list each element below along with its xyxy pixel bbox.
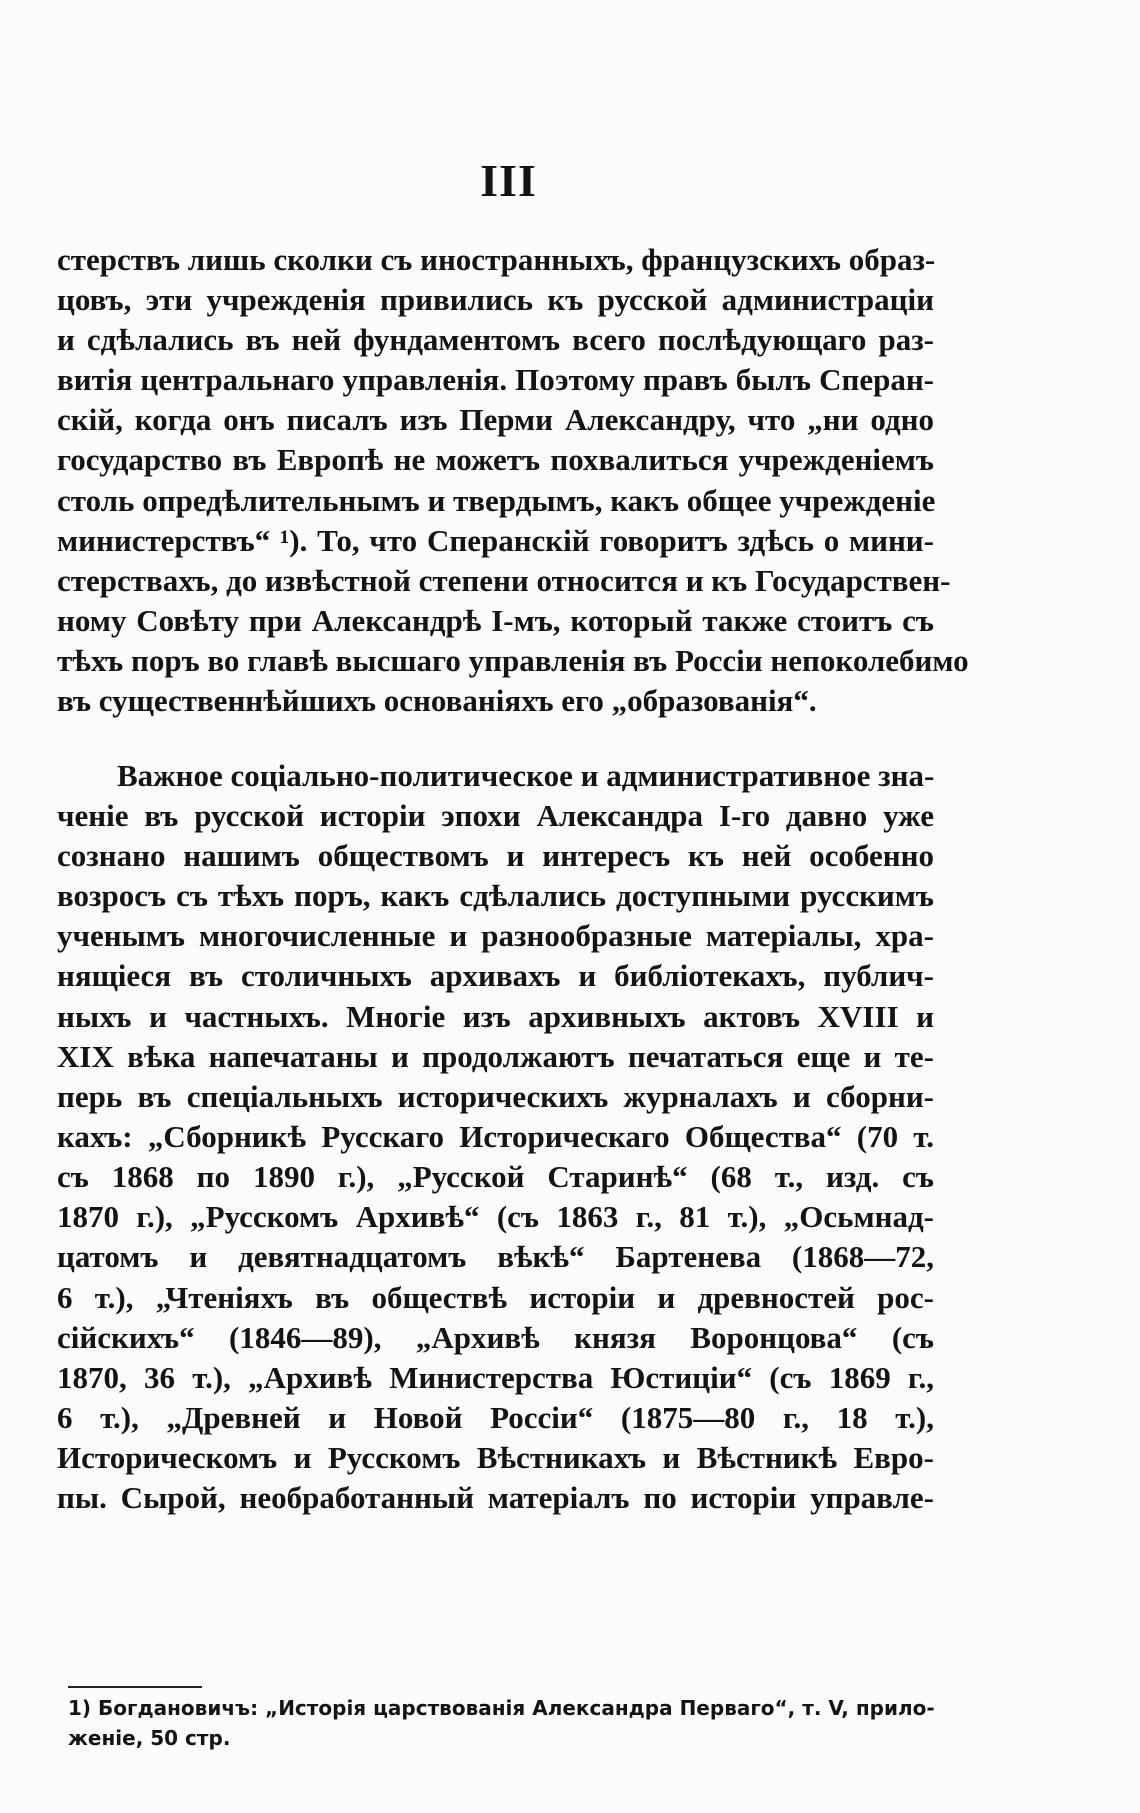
- footnote-line: 1) Богдановичъ: „Исторія царствованія Александра Перваго“, т. V, прило-: [68, 1696, 935, 1720]
- footnote-line: женіе, 50 стр.: [68, 1726, 231, 1750]
- footnote-divider: [68, 1686, 202, 1688]
- text-line: стерствъ лишь сколки съ иностранныхъ, французскихъ образ-: [57, 242, 936, 277]
- text-line: столь опредѣлительнымъ и твердымъ, какъ общее учрежденіе: [57, 483, 936, 518]
- text-line: кахъ: „Сборникѣ Русскаго Историческаго Общества“ (70 т.: [57, 1119, 934, 1154]
- text-line: перь въ спеціальныхъ историческихъ журналахъ и сборни-: [57, 1079, 934, 1114]
- text-line: витія центральнаго управленія. Поэтому правъ былъ Сперан-: [57, 362, 934, 397]
- text-line: стерствахъ, до извѣстной степени относится и къ Государствен-: [57, 563, 951, 598]
- text-line: цатомъ и девятнадцатомъ вѣкѣ“ Бартенева (1868—72,: [57, 1239, 934, 1274]
- text-line: въ существеннѣйшихъ основаніяхъ его „образованія“.: [57, 683, 817, 718]
- text-line-indent: Важное соціально-политическое и административное зна-: [117, 758, 935, 793]
- text-line: тѣхъ поръ во главѣ высшаго управленія въ Россіи непоколебимо: [57, 643, 969, 678]
- text-line: съ 1868 по 1890 г.), „Русской Старинѣ“ (68 т., изд. съ: [57, 1159, 934, 1194]
- text-line: ученымъ многочисленные и разнообразные матеріалы, хра-: [57, 918, 934, 953]
- text-line: скій, когда онъ писалъ изъ Перми Александру, что „ни одно: [57, 402, 934, 437]
- text-line: ченіе въ русской исторіи эпохи Александра I-го давно уже: [57, 798, 934, 833]
- text-line: нящіеся въ столичныхъ архивахъ и библіотекахъ, публич-: [57, 958, 934, 993]
- text-line: Историческомъ и Русскомъ Вѣстникахъ и Вѣстникѣ Евро-: [57, 1440, 934, 1475]
- text-line: и сдѣлались въ ней фундаментомъ всего послѣдующаго раз-: [57, 322, 934, 357]
- text-line: 6 т.), „Чтеніяхъ въ обществѣ исторіи и древностей рос-: [57, 1280, 934, 1315]
- text-line: 1870, 36 т.), „Архивѣ Министерства Юстиціи“ (съ 1869 г.,: [57, 1360, 934, 1395]
- text-line: возросъ съ тѣхъ поръ, какъ сдѣлались доступными русскимъ: [57, 878, 934, 913]
- text-line: 1870 г.), „Русскомъ Архивѣ“ (съ 1863 г., 81 т.), „Осьмнад-: [57, 1199, 934, 1234]
- text-line: государство въ Европѣ не можетъ похвалиться учрежденіемъ: [57, 442, 934, 477]
- text-line: ному Совѣту при Александрѣ I-мъ, который также стоитъ съ: [57, 603, 934, 638]
- text-line: пы. Сырой, необработанный матеріалъ по исторіи управле-: [57, 1480, 934, 1515]
- text-line: XIX вѣка напечатаны и продолжаютъ печататься еще и те-: [57, 1039, 934, 1074]
- text-line: сійскихъ“ (1846—89), „Архивѣ князя Воронцова“ (съ: [57, 1320, 934, 1355]
- page-number: III: [480, 155, 537, 206]
- text-line: ныхъ и частныхъ. Многіе изъ архивныхъ актовъ XVIII и: [57, 999, 934, 1034]
- text-line: министерствъ“ ¹). То, что Сперанскій говоритъ здѣсь о мини-: [57, 523, 934, 558]
- text-line: сознано нашимъ обществомъ и интересъ къ ней особенно: [57, 838, 934, 873]
- text-line: цовъ, эти учрежденія привились къ русской администраціи: [57, 282, 934, 317]
- text-line: 6 т.), „Древней и Новой Россіи“ (1875—80 г., 18 т.),: [57, 1400, 934, 1435]
